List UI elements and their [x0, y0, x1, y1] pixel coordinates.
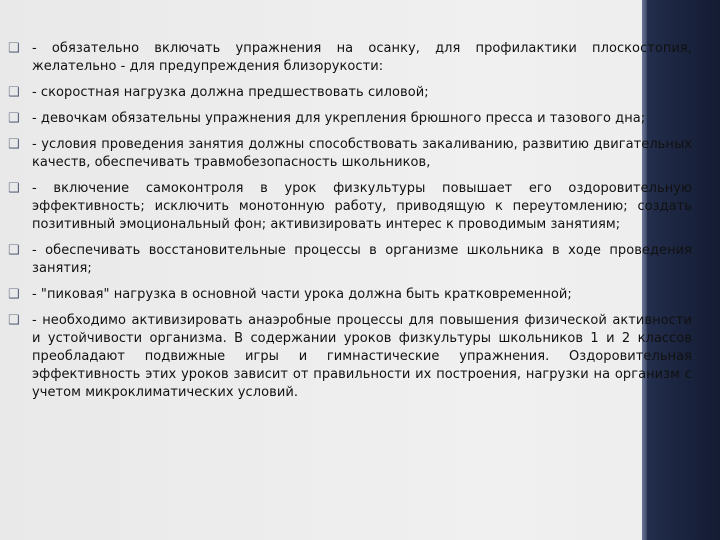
square-bullet-icon: ❑ [8, 313, 20, 328]
square-bullet-icon: ❑ [8, 287, 20, 302]
list-item [6, 180, 692, 234]
list-item [6, 136, 692, 172]
square-bullet-icon: ❑ [8, 111, 20, 126]
square-bullet-icon: ❑ [8, 243, 20, 258]
list-item [6, 110, 692, 128]
square-bullet-icon: ❑ [8, 85, 20, 100]
list-item-text: - включение самоконтроля в урок физкультуры повышает его оздоровительную эффективность; исключить монотонную работу, приводящую к переутомлению; создать позитивный эмоциональный фон; активизировать интерес к проводимым занятиям; [32, 181, 692, 232]
list-item [6, 312, 692, 402]
list-item-text: - "пиковая" нагрузка в основной части урока должна быть кратковременной; [32, 287, 572, 302]
bullet-list [6, 40, 692, 410]
list-item-text: - девочкам обязательны упражнения для укрепления брюшного пресса и тазового дна; [32, 111, 646, 126]
list-item [6, 84, 692, 102]
list-item-text: - необходимо активизировать анаэробные процессы для повышения физической активности и устойчивости организма. В содержании уроков физкультуры школьников 1 и 2 классов преобладают подвижные игры и гимнастические упражнения. Оздоровительная эффективность этих уроков зависит от правильности их построения, нагрузки на организм с учетом микроклиматических условий. [32, 313, 692, 400]
square-bullet-icon: ❑ [8, 137, 20, 152]
list-item [6, 242, 692, 278]
list-item [6, 286, 692, 304]
list-item-text: - условия проведения занятия должны способствовать закаливанию, развитию двигательных качеств, обеспечивать травмобезопасность школьников, [32, 137, 692, 170]
list-item-text: - обеспечивать восстановительные процессы в организме школьника в ходе проведения занятия; [32, 243, 692, 276]
list-item-text: - скоростная нагрузка должна предшествовать силовой; [32, 85, 429, 100]
list-item-text: - обязательно включать упражнения на осанку, для профилактики плоскостопия, желательно - для предупреждения близорукости: [32, 41, 692, 74]
square-bullet-icon: ❑ [8, 41, 20, 56]
list-item [6, 40, 692, 76]
square-bullet-icon: ❑ [8, 181, 20, 196]
